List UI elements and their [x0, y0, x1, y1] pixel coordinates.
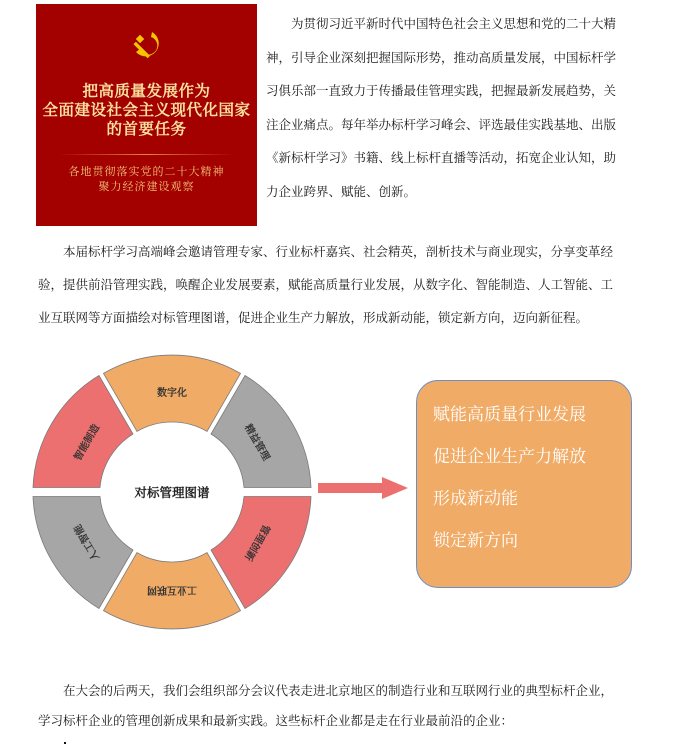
summit-paragraph — [38, 242, 668, 341]
headline-line: 全面建设社会主义现代化国家 — [42, 101, 251, 119]
poster-subline — [36, 164, 257, 194]
outcome-item: 锁定新方向 — [433, 531, 518, 551]
outcome-item: 赋能高质量行业发展 — [433, 405, 586, 425]
segment-label: 工业互联网 — [147, 584, 197, 595]
intro-paragraph — [266, 14, 666, 215]
paragraph-line: 习俱乐部一直致力于传播最佳管理实践，把握最新发展趋势，关 — [266, 83, 617, 98]
paragraph-line: 《新标杆学习》书籍、线上标杆直播等活动，拓宽企业认知，助 — [266, 150, 617, 165]
paragraph-line: 为贯彻习近平新时代中国特色社会主义思想和党的二十大精 — [291, 16, 617, 31]
segment-label: 数字化 — [157, 388, 187, 399]
outcome-item: 促进企业生产力解放 — [433, 447, 586, 467]
poster-headline — [36, 82, 257, 139]
paragraph-line: 本届标杆学习高端峰会邀请管理专家、行业标杆嘉宾、社会精英，剖析技术与商业现实，分享变革经 — [63, 244, 614, 259]
subline-line: 各地贯彻落实党的二十大精神 — [68, 165, 225, 178]
poster-image — [36, 4, 257, 226]
poster-divider — [58, 154, 235, 155]
paragraph-line: 神，引导企业深刻把握国际形势，推动高质量发展，中国标杆学 — [266, 49, 617, 65]
paragraph-line: 在大会的后两天，我们会组织部分会议代表走进北京地区的制造行业和互联网行业的典型标杆企业， — [63, 683, 614, 698]
segment-label: 智能制造 — [72, 422, 103, 463]
paragraph-line: 业互联网等方面描绘对标管理图谱，促进企业生产力解放，形成新动能，锁定新方向，迈向新征程。 — [38, 310, 589, 325]
paragraph-line: 注企业痛点。每年举办标杆学习峰会、评选最佳实践基地、出版 — [266, 116, 617, 132]
outcome-item: 形成新动能 — [433, 489, 518, 509]
paragraph-line: 力企业跨界、赋能、创新。 — [266, 183, 417, 199]
subline-line: 聚力经济建设观察 — [98, 180, 195, 193]
outcomes-box — [416, 380, 632, 588]
segment-label: 管理创新 — [241, 522, 272, 563]
paragraph-line: 验，提供前沿管理实践，唤醒企业发展要素，赋能高质量行业发展，从数字化、智能制造、人工智能、工 — [38, 277, 614, 292]
segment-label: 精益管理 — [241, 422, 272, 463]
visit-paragraph — [38, 682, 668, 742]
right-arrow-icon — [318, 477, 408, 499]
center-label: 对标管理图谱 — [134, 485, 210, 500]
segment-label: 人工智能 — [72, 522, 103, 563]
headline-line: 的首要任务 — [106, 120, 187, 138]
benchmark-wheel-diagram — [30, 350, 314, 634]
headline-line: 把高质量发展作为 — [82, 82, 211, 100]
list-bullet — [64, 742, 66, 744]
hammer-and-sickle-icon — [130, 28, 166, 64]
paragraph-line: 学习标杆企业的管理创新成果和最新实践。这些标杆企业都是走在行业最前沿的企业： — [38, 713, 514, 728]
